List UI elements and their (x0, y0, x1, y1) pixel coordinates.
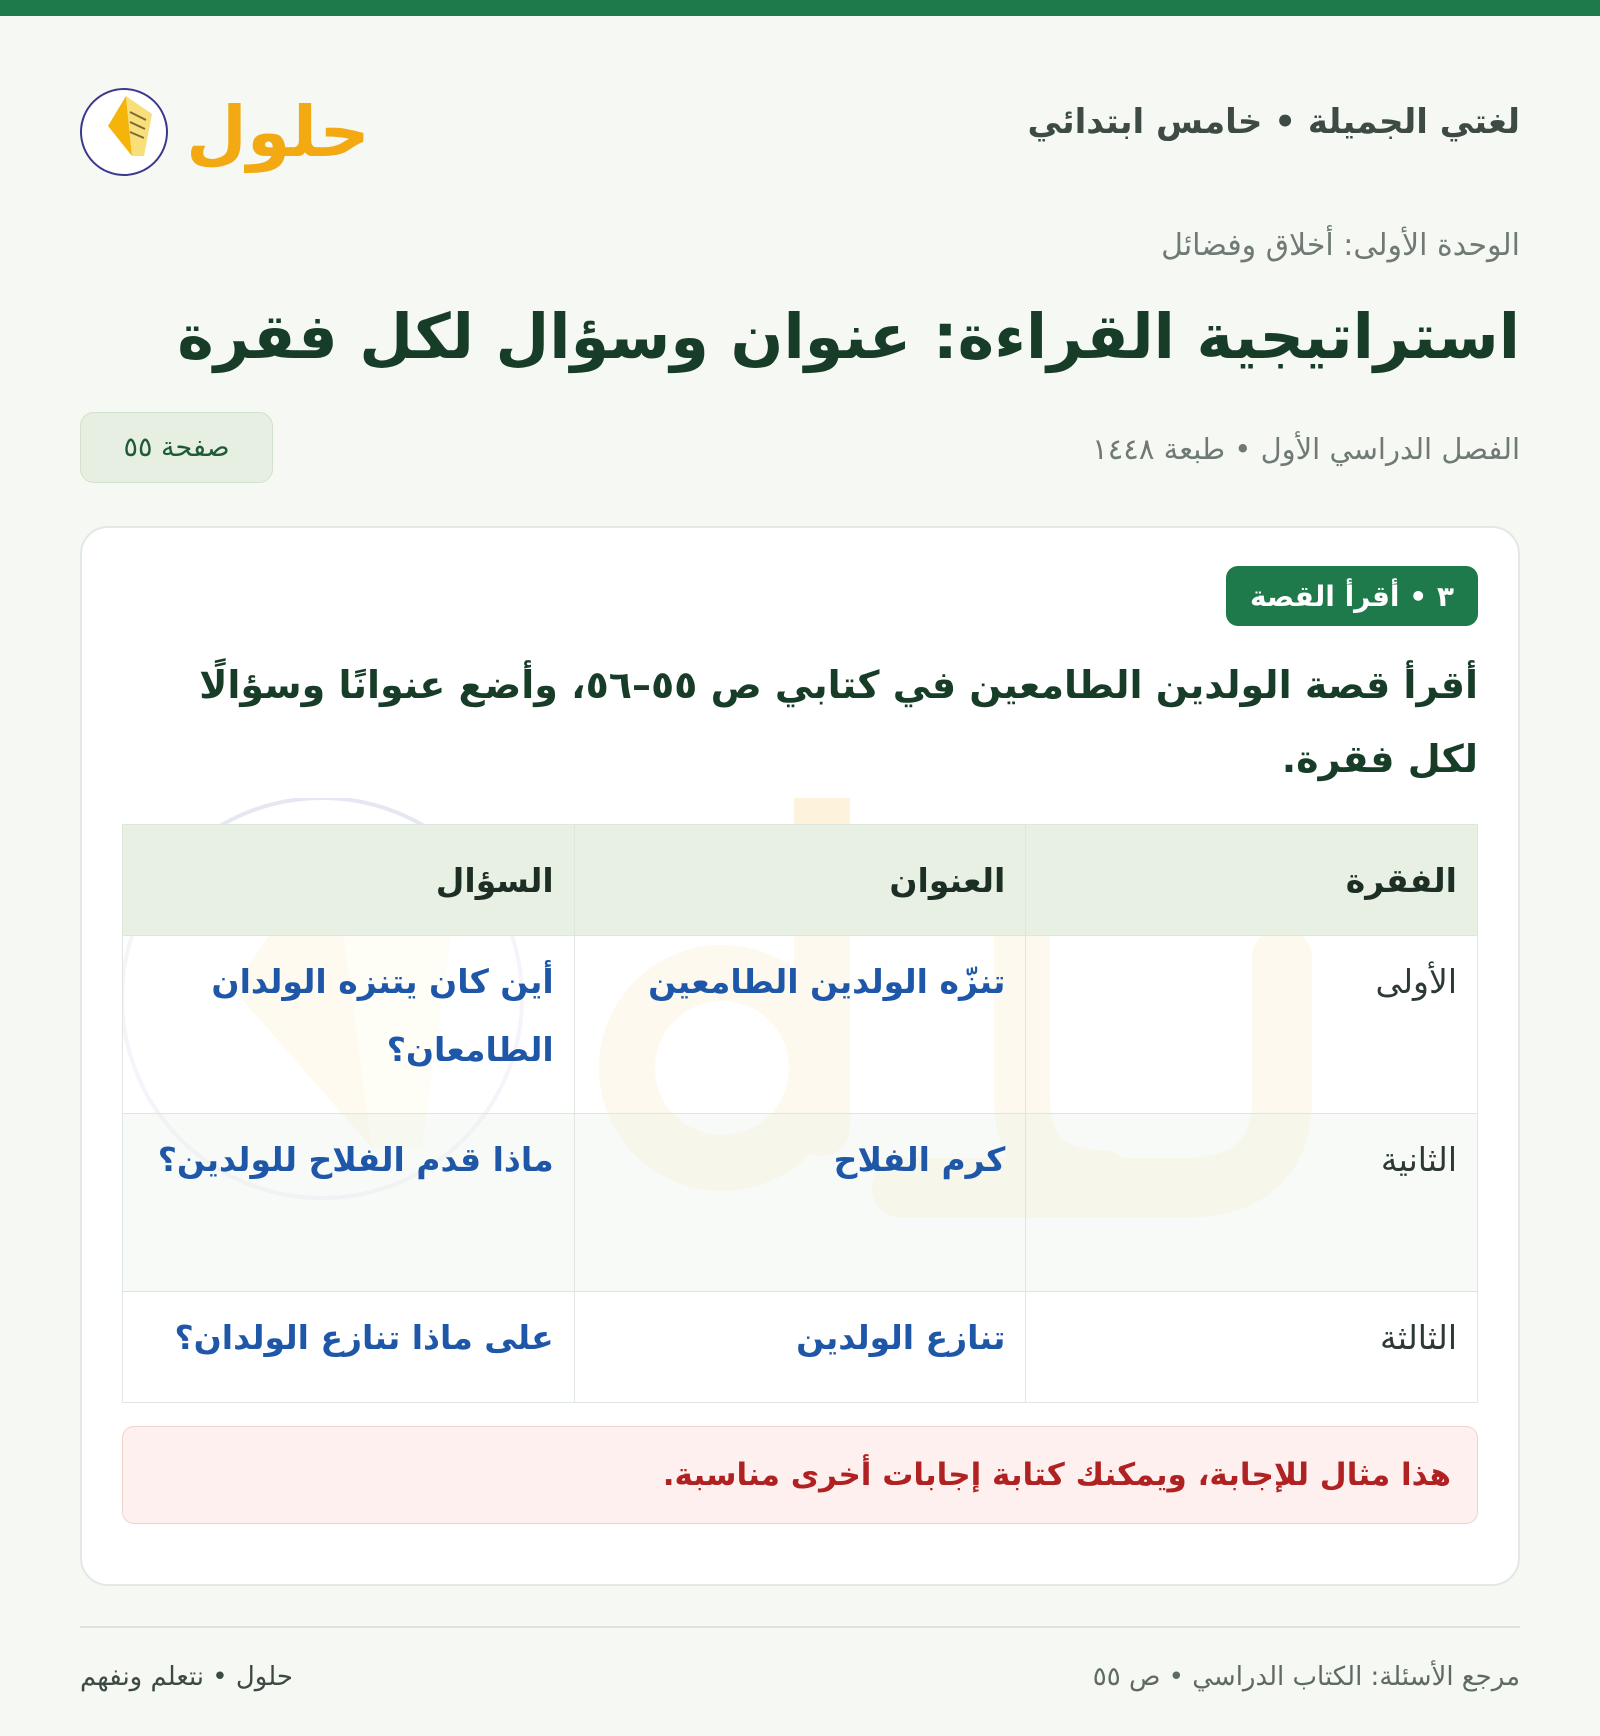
paragraph-cell: الأولى (1026, 936, 1478, 1114)
book-logo-icon[interactable] (80, 70, 380, 190)
logo-text: حلول (186, 91, 370, 173)
question-cell: ماذا قدم الفلاح للولدين؟ (123, 1114, 575, 1292)
term-edition-label: الفصل الدراسي الأول • طبعة ١٤٤٨ (1092, 432, 1520, 466)
table-row (123, 936, 1478, 1114)
header-question: السؤال (123, 825, 575, 936)
exercise-card (80, 526, 1520, 1586)
title-cell: تنزّه الولدين الطامعين (574, 936, 1026, 1114)
page-number-badge: صفحة ٥٥ (80, 412, 273, 483)
answer-note: هذا مثال للإجابة، ويمكنك كتابة إجابات أخرى مناسبة. (122, 1426, 1478, 1524)
title-cell: تنازع الولدين (574, 1292, 1026, 1403)
footer-brand[interactable]: حلول • نتعلم ونفهم (80, 1662, 293, 1692)
question-cell: على ماذا تنازع الولدان؟ (123, 1292, 575, 1403)
table-row (123, 1114, 1478, 1292)
paragraph-cell: الثالثة (1026, 1292, 1478, 1403)
table-header-row (123, 825, 1478, 936)
header-title: العنوان (574, 825, 1026, 936)
title-cell: كرم الفلاح (574, 1114, 1026, 1292)
paragraph-cell: الثانية (1026, 1114, 1478, 1292)
section-tag: ٣ • أقرأ القصة (1226, 566, 1478, 626)
top-accent-bar (0, 0, 1600, 16)
instruction-text: أقرأ قصة الولدين الطامعين في كتابي ص ٥٥–٥٦، وأضع عنوانًا وسؤالًا لكل فقرة. (199, 663, 1478, 781)
book-title: لغتي الجميلة • خامس ابتدائي (1027, 102, 1520, 142)
table-row (123, 1292, 1478, 1403)
header-paragraph: الفقرة (1026, 825, 1478, 936)
question-cell: أين كان يتنزه الولدان الطامعان؟ (123, 936, 575, 1114)
footer-divider (80, 1626, 1520, 1628)
footer-reference: مرجع الأسئلة: الكتاب الدراسي • ص ٥٥ (1092, 1662, 1520, 1692)
page-title: استراتيجية القراءة: عنوان وسؤال لكل فقرة (177, 300, 1520, 373)
page-header (80, 70, 1520, 190)
unit-label: الوحدة الأولى: أخلاق وفضائل (1161, 228, 1520, 263)
answers-table (122, 824, 1478, 1403)
